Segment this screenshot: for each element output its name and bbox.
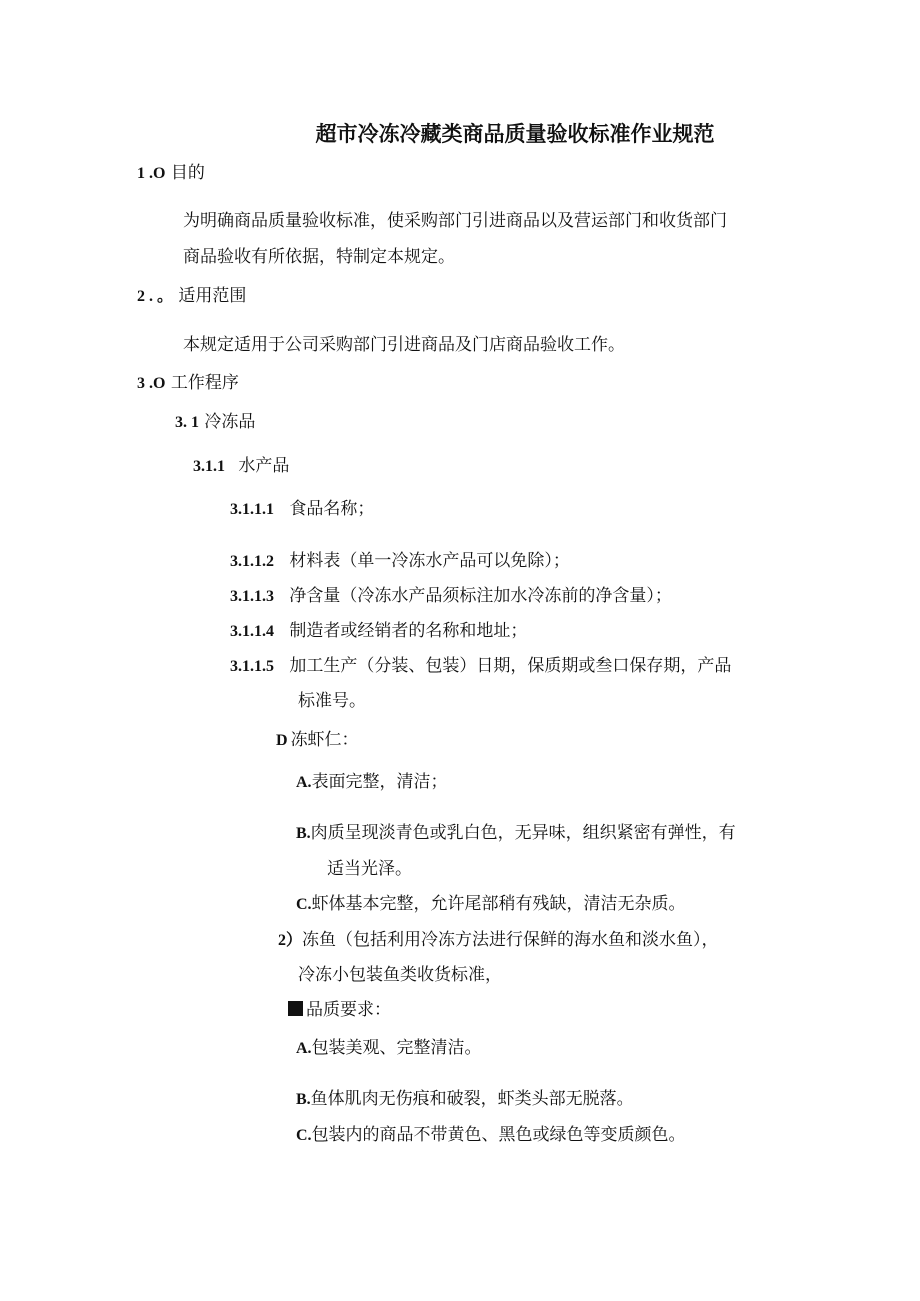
- list-item: [230, 619, 527, 644]
- section-number: 1 .O: [137, 165, 166, 182]
- item-letter: A.: [296, 774, 312, 791]
- item-text: 净含量（冷冻水产品须标注加水冷冻前的净含量）；: [289, 586, 672, 606]
- sub-heading-shrimp: [276, 728, 359, 753]
- list-item: [230, 497, 374, 522]
- section-number: 3 .O: [137, 375, 166, 392]
- item-number: D: [276, 732, 288, 749]
- section-1-body-line-1: 为明确商品质量验收标准，使采购部门引进商品以及营运部门和收货部门: [183, 211, 727, 231]
- section-3-1-1-heading: [193, 454, 289, 479]
- section-number: 3.1.1: [193, 458, 225, 475]
- list-item: [296, 892, 686, 917]
- item-number: 3.1.1.5: [230, 658, 274, 675]
- square-bullet-icon: [288, 1001, 303, 1016]
- section-number: 3. 1: [175, 414, 199, 431]
- item-text: 冻虾仁：: [290, 730, 359, 750]
- item-text: 加工生产（分装、包装）日期，保质期或叁口保存期，产品: [289, 656, 732, 676]
- item-text: 包装内的商品不带黄色、黑色或绿色等变质颜色。: [311, 1125, 686, 1145]
- item-number: 3.1.1.1: [230, 501, 274, 518]
- list-item-continuation: 标准号。: [298, 691, 366, 711]
- section-title: 水产品: [238, 456, 290, 476]
- section-3-heading: [137, 371, 239, 396]
- label-text: 品质要求：: [306, 1000, 391, 1020]
- item-number: 3.1.1.4: [230, 623, 274, 640]
- sub-heading-fish: [278, 928, 719, 953]
- item-letter: C.: [296, 896, 312, 913]
- item-text: 虾体基本完整，允许尾部稍有残缺，清洁无杂质。: [311, 894, 686, 914]
- item-text: 表面完整，清洁；: [311, 772, 448, 792]
- item-text: 鱼体肌肉无伤痕和破裂，虾类头部无脱落。: [310, 1089, 634, 1109]
- list-item: [230, 549, 570, 574]
- section-title: 适用范围: [178, 286, 247, 306]
- item-number: 3.1.1.2: [230, 553, 274, 570]
- section-title: 冷冻品: [204, 412, 256, 432]
- item-number: 3.1.1.3: [230, 588, 274, 605]
- item-text: 冻鱼（包括利用冷冻方法进行保鲜的海水鱼和淡水鱼），: [302, 930, 719, 950]
- section-2-body: 本规定适用于公司采购部门引进商品及门店商品验收工作。: [183, 335, 625, 355]
- item-text: 食品名称；: [289, 499, 375, 519]
- section-2-heading: [137, 284, 246, 309]
- item-number: 2）: [278, 932, 303, 949]
- list-item: [296, 1087, 634, 1112]
- list-item: [296, 1123, 686, 1148]
- list-item: [296, 770, 448, 795]
- list-item: [296, 1036, 482, 1061]
- section-title: 目的: [170, 163, 205, 183]
- quality-requirements-label: [288, 998, 391, 1022]
- item-letter: B.: [296, 1091, 311, 1108]
- item-text: 包装美观、完整清洁。: [311, 1038, 482, 1058]
- section-3-1-heading: [175, 410, 255, 435]
- section-1-body-line-2: 商品验收有所依据，特制定本规定。: [183, 247, 455, 267]
- list-item: [230, 654, 731, 679]
- section-number: 2 . 。: [137, 288, 174, 305]
- section-title: 工作程序: [170, 373, 239, 393]
- list-item: [230, 584, 672, 609]
- section-1-heading: [137, 161, 205, 186]
- item-letter: C.: [296, 1127, 312, 1144]
- list-item-continuation: 适当光泽。: [327, 859, 412, 879]
- item-text: 肉质呈现淡青色或乳白色，无异味，组织紧密有弹性，有: [310, 823, 736, 843]
- item-text: 材料表（单一冷冻水产品可以免除）；: [289, 551, 570, 571]
- item-text: 制造者或经销者的名称和地址；: [289, 621, 528, 641]
- document-title: 超市冷冻冷藏类商品质量验收标准作业规范: [315, 122, 715, 146]
- item-letter: A.: [296, 1040, 312, 1057]
- sub-heading-fish-continuation: 冷冻小包装鱼类收货标准，: [298, 965, 502, 985]
- list-item: [296, 821, 736, 846]
- item-letter: B.: [296, 825, 311, 842]
